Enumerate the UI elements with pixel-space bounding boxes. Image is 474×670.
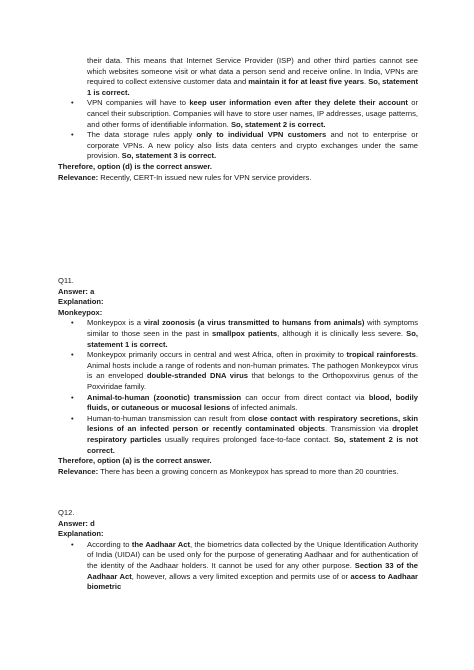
bold-text: access to Aadhaar biometric [87,571,418,592]
q12-section [58,508,418,593]
bullet-text [87,318,418,350]
bold-text: maintain it for at least five years [248,77,364,87]
bullet-item [58,350,418,392]
text-run: . [363,77,369,87]
q11-section [58,276,418,477]
bullet-text [87,393,418,414]
bold-text: smallpox patients [211,328,278,338]
relevance: Relevance: There has been a growing concern as Monkeypox has spread to more than 20 countries. [58,466,399,476]
text-run: usually requires prolonged face-to-face contact. [161,434,334,444]
text-run: Monkeypox primarily occurs in central and west Africa, often in proximity to [87,350,347,360]
bullet-text [87,414,418,456]
bullet-icon: • [71,318,74,328]
text-run: , however, allows a very limited exception and permits use of or [131,571,351,581]
answer: Answer: a [58,286,95,296]
text-run: . Transmission via [324,424,393,434]
bullet-text [87,350,418,392]
explanation-heading: Explanation: [58,529,104,539]
text-run: or cancel their subscription. Companies will have to store user names, IP addresses, usage patterns, and other forms of identifiable information. [87,98,418,129]
explanation-heading: Explanation: [58,297,104,307]
bold-text: So, statement 3 is correct. [121,151,217,161]
bullet-text [87,540,418,593]
paragraph [58,56,418,98]
bold-text: tropical rainforests [346,350,416,360]
q10-explanation-continued [58,56,418,183]
bold-text: So, statement 1 is correct. [87,77,418,97]
bold-text: So, statement 2 is not correct. [87,434,418,455]
bullet-icon: • [71,130,74,140]
bullet-item [58,318,418,350]
text-run: , the biometrics data collected by the Unique Identification Authority of India (UIDAI) can be used only for the purpose of generating Aadhaar and for authentication of the identity of the Aadhaar holders. It cannot be used for any other purpose. [87,539,418,570]
text-run: of infected animals. [230,403,298,413]
text-run: . Animal hosts include a range of rodents and non-human primates. The pathogen Monkeypox virus is an enveloped [87,350,418,381]
bold-text: So, statement 2 is correct. [230,119,326,129]
bullet-icon: • [71,392,74,402]
conclusion: Therefore, option (d) is the correct answer. [58,161,213,171]
bullet-text [87,98,418,130]
text-run: According to [87,539,132,549]
text-run: , although it is clinically less severe. [277,328,407,338]
text-run: can occur from direct contact via [241,392,369,402]
text-run: and not to enterprise or corporate VPNs. A new policy also lists data centers and crypto exchanges under the same provision. [87,130,418,161]
bold-text: Animal-to-human (zoonotic) transmission [87,392,242,402]
text-run: The data storage rules apply [87,130,197,140]
relevance: Relevance: Recently, CERT-In issued new rules for VPN service providers. [58,172,312,182]
bold-text: only to individual VPN customers [196,130,327,140]
bullet-icon: • [71,350,74,360]
bullet-icon: • [71,413,74,423]
bullet-item [58,98,418,130]
text-run: with symptoms similar to those seen in the past in [87,318,419,338]
bold-text: the Aadhaar Act [131,539,190,549]
question-number: Q11. [58,276,74,285]
text-run: Human-to-human transmission can result from [87,413,249,423]
bold-text: double-stranded DNA virus [146,371,248,381]
text-run: VPN companies will have to [87,98,190,108]
bullet-text [87,130,418,162]
bullet-icon: • [71,98,74,108]
answer: Answer: d [58,518,95,528]
text-run: that belongs to the Orthopoxvirus genus of the Poxviridae family. [87,371,418,391]
bullet-icon: • [71,539,74,549]
bold-text: close contact with respiratory secretions, skin lesions of an infected person or recently contaminated objects [87,413,419,434]
question-number: Q12. [58,508,75,517]
topic-heading: Monkeypox: [58,307,103,317]
bullet-item [58,130,418,162]
bullet-item [58,393,418,414]
bullet-item [58,414,418,456]
bold-text: So, statement 1 is correct. [87,328,418,349]
bold-text: viral zoonosis (a virus transmitted to humans from animals) [143,318,365,328]
text-run: their data. This means that Internet Service Provider (ISP) and other third parties cannot see which websites someone visit or what data a person send and receive online. In India, VPNs are required to collect extensive customer data and [87,56,418,87]
bold-text: Section 33 of the Aadhaar Act [87,560,418,581]
text-run: Monkeypox is a [87,318,144,328]
bullet-item [58,540,418,593]
bold-text: keep user information even after they delete their account [189,98,408,108]
bold-text: droplet respiratory particles [87,424,418,444]
bold-text: blood, bodily fluids, or cutaneous or mucosal lesions [87,392,418,413]
conclusion: Therefore, option (a) is the correct answer. [58,456,212,466]
